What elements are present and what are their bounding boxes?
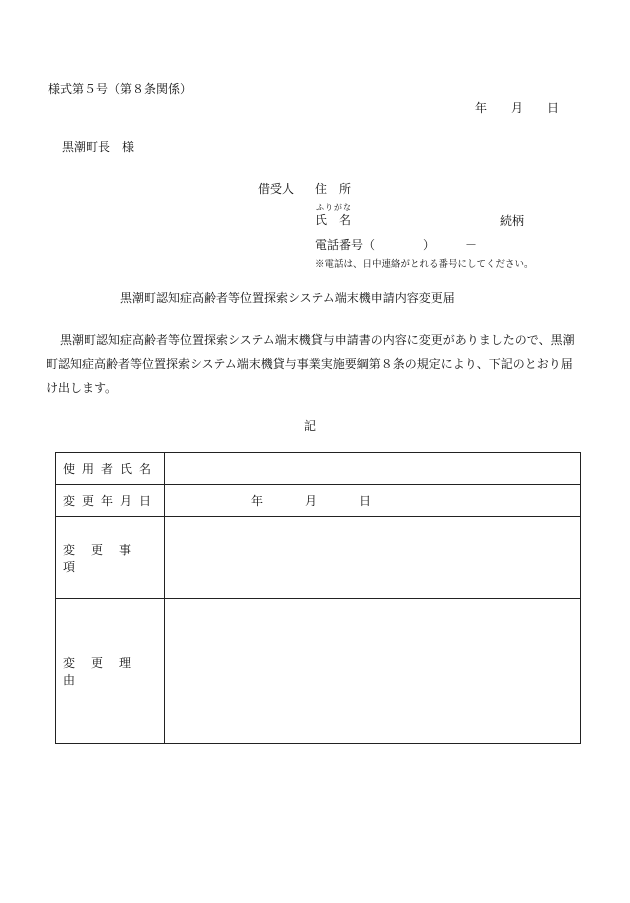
change-reason-label: 変更理由 [56,599,165,744]
change-date-values [165,492,580,509]
change-items-label: 変更事項 [56,517,165,599]
name-label: 氏名 [315,213,364,227]
phone-label: 電話番号（ ） － [315,238,478,252]
change-date-month: 月 [305,494,318,508]
change-date-day: 日 [359,494,372,508]
applicant-label: 借受人 [258,182,295,196]
ki-heading: 記 [304,419,317,433]
change-items-cell[interactable] [165,517,581,599]
change-date-year: 年 [251,494,264,508]
table-row [56,599,581,744]
phone-note: ※電話は、日中連絡がとれる番号にしてください。 [315,259,534,270]
furigana-label: ふりがな [316,203,352,212]
user-name-cell[interactable] [165,453,581,485]
body-text: 黒潮町認知症高齢者等位置探索システム端末機貸与申請書の内容に変更がありましたので、黒潮町認知症高齢者等位置探索システム端末機貸与事業実施要綱第８条の規定により、下記のとおり届け出します。 [46,333,575,395]
change-reason-cell[interactable] [165,599,581,744]
recipient: 黒潮町長 様 [62,140,135,154]
change-date-cell[interactable] [165,485,581,517]
address-label: 住所 [315,182,364,196]
document-title: 黒潮町認知症高齢者等位置探索システム端末機申請内容変更届 [120,291,455,305]
date-month: 月 [511,101,524,115]
relationship-label: 続柄 [500,214,525,228]
date-year: 年 [475,101,488,115]
form-number: 様式第５号（第８条関係） [48,82,193,96]
table-row [56,485,581,517]
submission-date [475,99,583,116]
user-name-label: 使用者氏名 [56,453,165,485]
date-day: 日 [547,101,560,115]
table-row [56,517,581,599]
change-form-table [55,452,581,744]
change-date-label: 変更年月日 [56,485,165,517]
table-row [56,453,581,485]
